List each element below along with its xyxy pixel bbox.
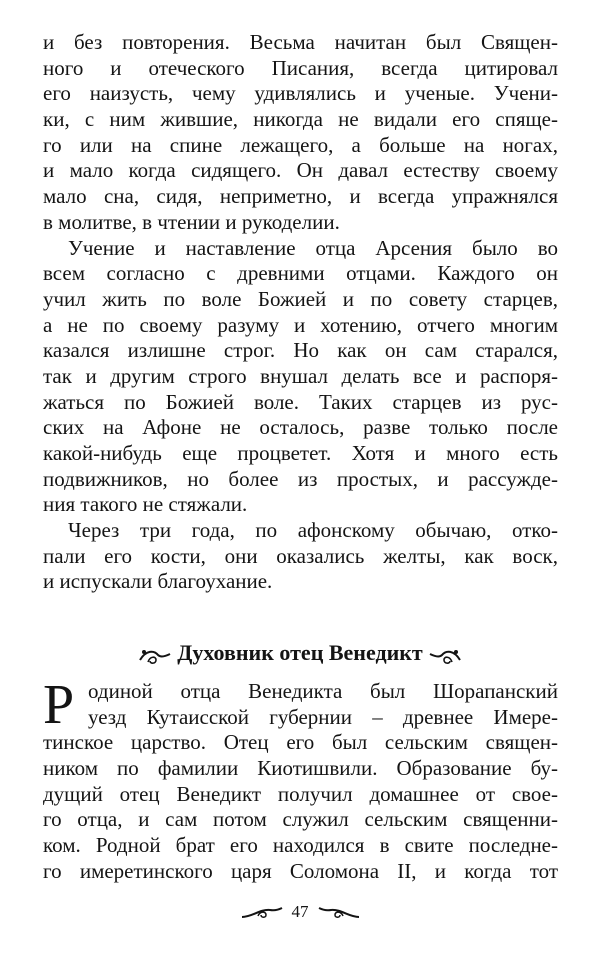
text-line: ником по фамилии Киотишвили. Образование бу- — [43, 756, 558, 781]
text-line: го или на спине лежащего, а больше на ногах, — [43, 132, 558, 157]
text-line: уезд Кутаисской губернии – древнее Имере- — [88, 704, 558, 729]
text-line: ного и отеческого Писания, всегда цитировал — [43, 55, 558, 80]
text-line: пали его кости, они оказались желты, как воск, — [43, 543, 558, 568]
text-line: и мало когда сидящего. Он давал естеству своему — [43, 158, 558, 183]
ornament-right-icon — [428, 644, 462, 666]
footer-ornament-left-icon — [240, 906, 284, 920]
text-line: Через три года, по афонскому обычаю, отко- — [68, 518, 558, 543]
drop-cap: Р — [43, 674, 75, 736]
text-line: ских на Афоне не осталось, разве только после — [43, 415, 558, 440]
text-line: подвижников, но более из простых, и рассужде- — [43, 466, 558, 491]
text-line: его наизусть, чему удивлялись и ученые. Учени- — [43, 81, 558, 106]
text-line: жаться по Божией воле. Таких старцев из рус- — [43, 389, 558, 414]
body-text-section-1 — [43, 30, 558, 595]
page-number: 47 — [291, 902, 309, 921]
text-line: дущий отец Венедикт получил домашнее от свое- — [43, 781, 558, 806]
text-line: ки, с ним жившие, никогда не видали его спяще- — [43, 107, 558, 132]
text-line: ния такого не стяжали. — [43, 492, 248, 517]
text-line: одиной отца Венедикта был Шорапанский — [88, 679, 558, 703]
text-line: а не по своему разуму и хотению, отчего многим — [43, 312, 558, 337]
heading-text: Духовник отец Венедикт — [177, 640, 423, 665]
section-heading — [0, 636, 600, 670]
text-line: мало сна, сидя, неприметно, и всегда упражнялся — [43, 184, 558, 209]
text-line: в молитве, в чтении и рукоделии. — [43, 209, 340, 234]
text-line: какой-нибудь еще процветет. Хотя и много есть — [43, 441, 558, 465]
page-footer — [0, 900, 600, 924]
text-line: тинское царство. Отец его был сельским священ- — [43, 730, 558, 755]
body-text-section-2 — [43, 674, 558, 885]
text-line: всем согласно с древними отцами. Каждого он — [43, 261, 558, 286]
text-line: и испускали благоухание. — [43, 569, 273, 594]
text-line: ком. Родной брат его находился в свите последне- — [43, 833, 558, 858]
ornament-left-icon — [138, 644, 172, 666]
text-line: учил жить по воле Божией и по совету старцев, — [43, 286, 558, 311]
text-line: казался излишне строг. Но как он сам старался, — [43, 338, 558, 363]
text-line: го отца, и сам потом служил сельским священни- — [43, 807, 558, 832]
text-line: Учение и наставление отца Арсения было во — [68, 235, 558, 260]
text-line: го имеретинского царя Соломона II, и когда тот — [43, 858, 558, 883]
footer-ornament-right-icon — [317, 906, 361, 920]
text-line: и без повторения. Весьма начитан был Священ- — [43, 30, 558, 54]
text-line: так и другим строго внушал делать все и распоря- — [43, 363, 558, 388]
